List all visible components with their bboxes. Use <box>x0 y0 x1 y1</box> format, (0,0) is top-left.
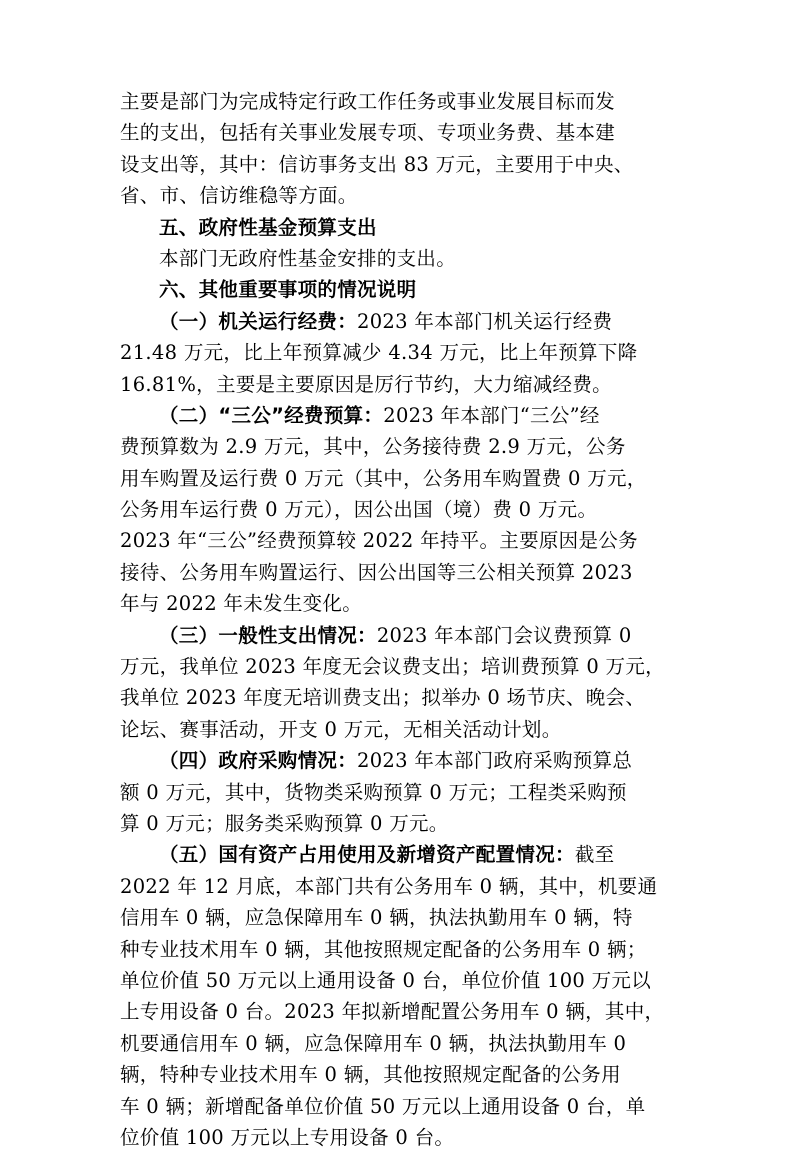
paragraph-general-expenses <box>120 620 675 746</box>
section-heading-other-matters: 六、其他重要事项的情况说明 <box>159 278 417 302</box>
text-line: 额 0 万元，其中，货物类采购预算 0 万元；工程类采购预 <box>120 780 627 804</box>
text-line: 公务用车运行费 0 万元），因公出国（境）费 0 万元。 <box>120 498 598 522</box>
paragraph-operating-expenses <box>120 306 675 400</box>
text-line <box>120 745 675 776</box>
text-line: 生的支出，包括有关事业发展专项、专项业务费、基本建 <box>120 121 616 145</box>
text-line: 设支出等，其中：信访事务支出 83 万元，主要用于中央、 <box>120 152 634 176</box>
text-line: 万元，我单位 2023 年度无会议费支出；培训费预算 0 万元， <box>120 655 665 679</box>
text-line: 接待、公务用车购置运行、因公出国等三公相关预算 2023 <box>120 560 633 584</box>
text-line: 省、市、信访维稳等方面。 <box>120 184 358 208</box>
paragraph-lead: （一）机关运行经费： <box>159 309 358 333</box>
paragraph-lead: （五）国有资产占用使用及新增资产配置情况： <box>159 843 575 867</box>
paragraph-three-public-expenses <box>120 400 675 620</box>
text-line: 2022 年 12 月底，本部门共有公务用车 0 辆，其中，机要通 <box>120 874 658 898</box>
paragraph-lead: （四）政府采购情况： <box>159 749 358 773</box>
paragraph-state-assets <box>120 839 675 1153</box>
text-line: 信用车 0 辆，应急保障用车 0 辆，执法执勤用车 0 辆，特 <box>120 906 633 930</box>
text-line: 上专用设备 0 台。2023 年拟新增配置公务用车 0 辆，其中， <box>120 1000 665 1024</box>
text-line: 本部门无政府性基金安排的支出。 <box>159 246 457 270</box>
text-line: 16.81%，主要是主要原因是厉行节约，大力缩减经费。 <box>120 372 612 396</box>
paragraph-lead: （三）一般性支出情况： <box>159 623 377 647</box>
text-line: 用车购置及运行费 0 万元（其中，公务用车购置费 0 万元， <box>120 466 647 490</box>
text-line <box>120 306 675 337</box>
paragraph-lead: （二）“三公”经费预算： <box>159 403 384 427</box>
text-line: 主要是部门为完成特定行政工作任务或事业发展目标而发 <box>120 90 616 113</box>
text-line <box>120 400 675 431</box>
paragraph-continuation <box>120 86 675 212</box>
text-line: 算 0 万元；服务类采购预算 0 万元。 <box>120 811 449 835</box>
text-line: 车 0 辆；新增配备单位价值 50 万元以上通用设备 0 台，单 <box>120 1094 646 1118</box>
text-line: 机要通信用车 0 辆，应急保障用车 0 辆，执法执勤用车 0 <box>120 1031 627 1055</box>
text-line: 费预算数为 2.9 万元，其中，公务接待费 2.9 万元，公务 <box>120 435 626 459</box>
section-heading-government-fund: 五、政府性基金预算支出 <box>159 215 377 239</box>
text-line: 21.48 万元，比上年预算减少 4.34 万元，比上年预算下降 <box>120 341 638 365</box>
text-span: 2023 年本部门机关运行经费 <box>357 309 613 333</box>
text-line: 我单位 2023 年度无培训费支出；拟举办 0 场节庆、晚会、 <box>120 686 646 710</box>
text-span: 2023 年本部门会议费预算 0 <box>376 623 632 647</box>
document-page <box>120 86 675 1153</box>
text-line: 位价值 100 万元以上专用设备 0 台。 <box>120 1125 455 1149</box>
paragraph-government-procurement <box>120 745 675 839</box>
text-line: 2023 年“三公”经费预算较 2022 年持平。主要原因是公务 <box>120 529 638 553</box>
text-span: 截至 <box>574 843 615 867</box>
text-line: 种专业技术用车 0 辆，其他按照规定配备的公务用车 0 辆； <box>120 937 647 961</box>
text-span: 2023 年本部门政府采购预算总 <box>357 749 633 773</box>
text-line: 辆，特种专业技术用车 0 辆，其他按照规定配备的公务用 <box>120 1063 621 1087</box>
text-line: 单位价值 50 万元以上通用设备 0 台，单位价值 100 万元以 <box>120 968 652 992</box>
text-span: 2023 年本部门“三公”经 <box>383 403 600 427</box>
text-line <box>120 839 675 870</box>
text-line <box>120 620 675 651</box>
text-line: 论坛、赛事活动，开支 0 万元，无相关活动计划。 <box>120 717 562 741</box>
text-line: 年与 2022 年未发生变化。 <box>120 592 363 616</box>
